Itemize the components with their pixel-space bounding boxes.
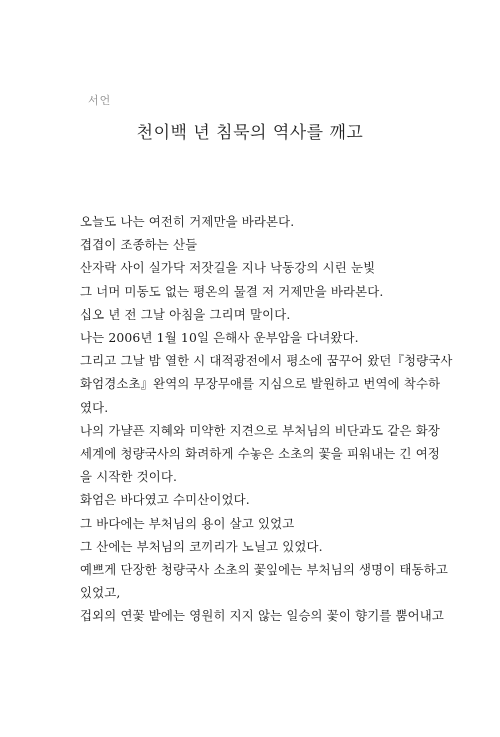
text-line: 였다.	[80, 399, 109, 415]
text-line: 예쁘게 단장한 청량국사 소초의 꽃잎에는 부처님의 생명이 태동하고	[80, 562, 448, 578]
text-line: 나의 가냘픈 지혜와 미약한 지견으로 부처님의 비단과도 같은 화장	[80, 422, 440, 438]
text-line: 화엄은 바다였고 수미산이었다.	[80, 492, 250, 508]
text-line: 을 시작한 것이다.	[80, 469, 178, 485]
page-title: 천이백 년 침묵의 역사를 깨고	[136, 123, 364, 143]
section-label: 서언	[88, 94, 112, 107]
text-line: 있었고,	[80, 585, 121, 601]
body-text	[80, 210, 453, 628]
text-line: 그 바다에는 부처님의 용이 살고 있었고	[80, 515, 295, 531]
text-line: 그리고 그날 밤 열한 시 대적광전에서 평소에 꿈꾸어 왔던『청량국사	[80, 353, 453, 369]
text-line: 세계에 청량국사의 화려하게 수놓은 소초의 꽃을 피워내는 긴 여정	[80, 446, 440, 462]
text-line: 그 너머 미동도 없는 평온의 물결 저 거제만을 바라본다.	[80, 283, 384, 299]
text-line: 겹겹이 조종하는 산들	[80, 237, 198, 253]
text-line: 겁외의 연꽃 밭에는 영원히 지지 않는 일승의 꽃이 향기를 뿜어내고	[80, 608, 445, 624]
text-line: 십오 년 전 그날 아침을 그리며 말이다.	[80, 306, 291, 322]
text-line: 오늘도 나는 여전히 거제만을 바라본다.	[80, 214, 295, 229]
text-line: 화엄경소초』완역의 무장무애를 지심으로 발원하고 번역에 착수하	[80, 376, 441, 392]
text-line: 산자락 사이 실가닥 저잣길을 지나 낙동강의 시린 눈빛	[80, 260, 376, 276]
text-line: 그 산에는 부처님의 코끼리가 노닐고 있었다.	[80, 538, 323, 554]
text-line: 나는 2006년 1월 10일 은해사 운부암을 다녀왔다.	[80, 330, 359, 346]
